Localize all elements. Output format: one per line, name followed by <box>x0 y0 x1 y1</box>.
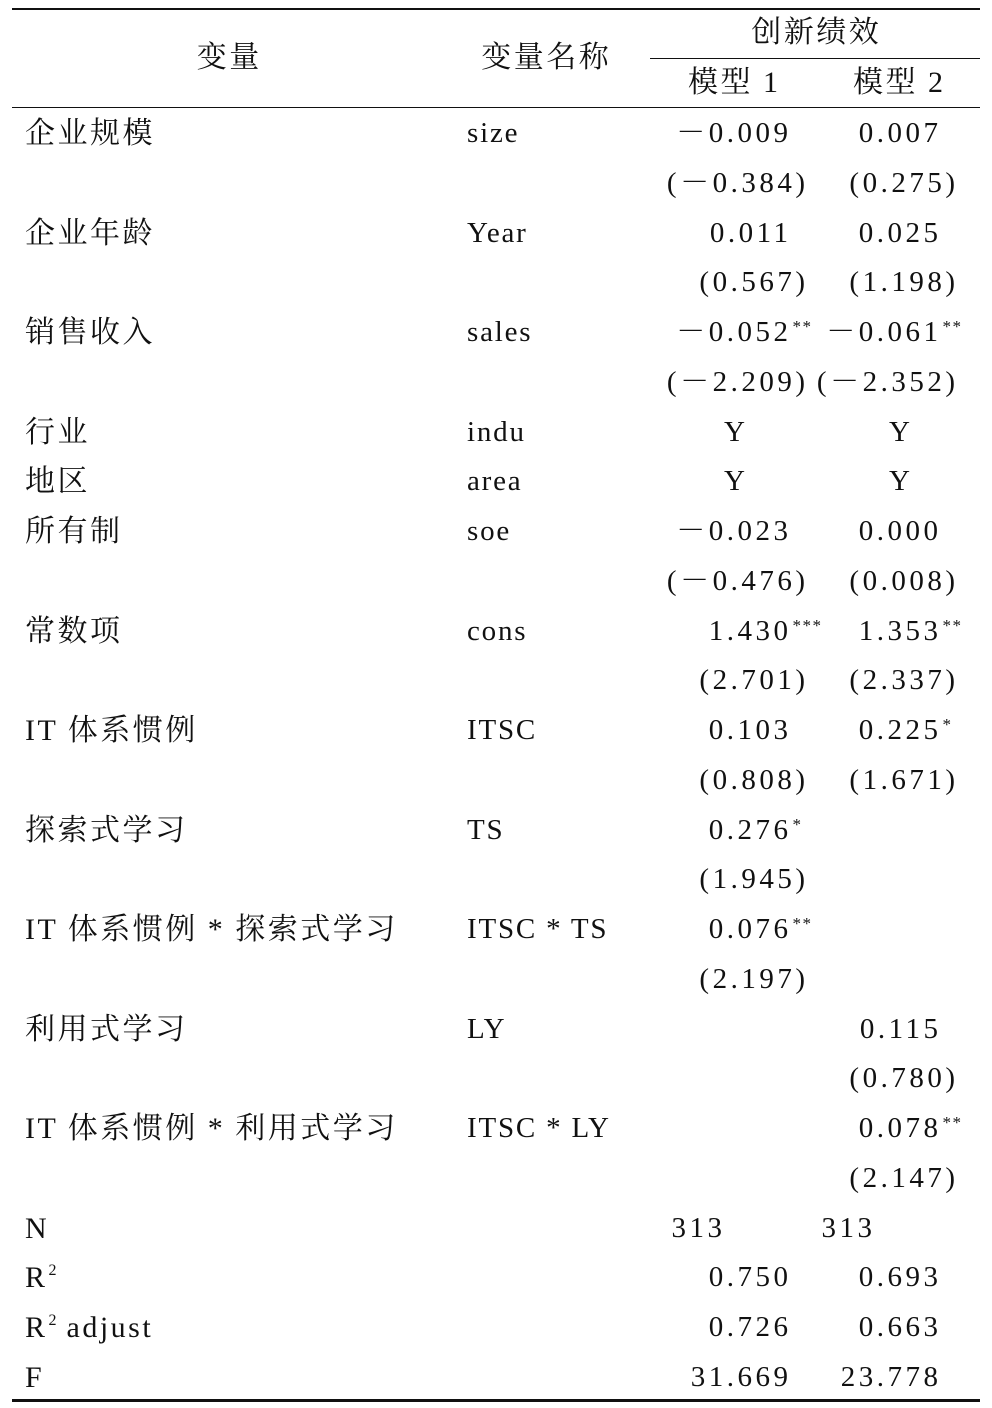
model-2-value: 1.353 <box>858 614 942 647</box>
variable-label-suffix: adjust <box>56 1311 154 1344</box>
model-1-value: 1.430 <box>708 614 792 647</box>
variable-name-cell: ITSC * LY <box>467 1112 611 1144</box>
model-1-cell <box>691 1353 792 1403</box>
model-2-cell <box>849 1154 958 1204</box>
model-1-value: 313 <box>671 1211 726 1244</box>
model-2-cell <box>889 457 913 507</box>
variable-label: 地区 <box>25 465 90 499</box>
variable-label: 销售收入 <box>25 316 155 349</box>
model-1-value: 0.011 <box>709 216 792 249</box>
variable-label: 企业规模 <box>25 117 155 150</box>
group-underline <box>650 58 980 59</box>
variable-label: F <box>25 1360 45 1394</box>
model-1-significance-stars: ** <box>792 914 813 933</box>
variable-label: 企业年龄 <box>25 216 155 250</box>
variable-cell <box>25 607 123 657</box>
model-1-value: (2.701) <box>699 664 809 697</box>
model-1-cell <box>699 855 808 905</box>
variable-name-cell: area <box>467 465 523 498</box>
table-row <box>12 1253 980 1303</box>
table-row <box>12 806 980 856</box>
variable-cell <box>25 905 398 955</box>
variable-label: R <box>25 1311 48 1344</box>
model-2-cell <box>849 1054 958 1104</box>
variable-name-cell: cons <box>467 614 528 647</box>
model-1-value: (－0.384) <box>666 166 809 199</box>
model-2-cell <box>822 1204 876 1254</box>
model-1-cell <box>724 457 748 507</box>
model-1-cell <box>676 308 813 358</box>
model-1-value: (1.945) <box>699 863 809 896</box>
model-2-value: 0.225 <box>858 714 942 746</box>
model-2-value: (－2.352) <box>816 365 959 398</box>
variable-cell <box>25 408 90 458</box>
variable-name-cell: ITSC * TS <box>467 913 609 945</box>
model-2-significance-stars: * <box>942 715 953 734</box>
table-row <box>12 1353 980 1403</box>
model-2-value: (0.008) <box>849 564 959 597</box>
model-2-cell <box>849 159 958 209</box>
variable-name-cell: soe <box>467 515 512 547</box>
model-1-value: －0.009 <box>676 117 792 149</box>
header-model-1: 模型 1 <box>688 66 781 99</box>
model-2-value: －0.061 <box>826 316 942 348</box>
header-variable: 变量 <box>196 41 262 74</box>
model-1-cell <box>672 1204 726 1254</box>
table-row <box>12 308 980 358</box>
table-row <box>12 855 980 905</box>
variable-name-cell: sales <box>467 316 533 348</box>
variable-cell <box>25 1005 188 1055</box>
model-2-value: Y <box>889 465 914 498</box>
variable-cell <box>25 1303 153 1358</box>
model-2-value: (0.780) <box>849 1062 959 1095</box>
model-2-value: (0.275) <box>849 166 959 199</box>
variable-label: 利用式学习 <box>25 1012 188 1046</box>
model-2-value: (1.198) <box>849 266 959 299</box>
top-rule <box>12 8 980 11</box>
variable-cell <box>25 1104 398 1154</box>
variable-cell <box>25 1353 44 1403</box>
variable-label: 所有制 <box>25 515 123 548</box>
model-2-cell <box>859 209 942 259</box>
table-row <box>12 905 980 955</box>
model-1-significance-stars: *** <box>792 615 823 635</box>
model-2-cell <box>849 656 958 706</box>
model-2-value: 0.078 <box>858 1112 942 1144</box>
model-2-cell <box>849 557 958 607</box>
table-row <box>12 1204 980 1254</box>
model-2-value: (2.147) <box>849 1161 959 1194</box>
model-2-value: 0.663 <box>858 1311 942 1343</box>
model-1-value: (2.197) <box>699 962 809 995</box>
variable-label: N <box>25 1211 50 1245</box>
model-2-cell <box>858 1104 963 1154</box>
table-row <box>12 1154 980 1204</box>
model-2-cell <box>849 756 958 806</box>
model-2-value: (2.337) <box>849 664 959 697</box>
model-2-value: 0.000 <box>858 515 942 547</box>
model-1-value: 0.726 <box>708 1311 792 1343</box>
model-1-cell <box>708 806 803 856</box>
table-row <box>12 457 980 507</box>
table-row <box>12 209 980 259</box>
model-2-cell <box>859 507 942 557</box>
table-row <box>12 706 980 756</box>
model-1-value: －0.023 <box>676 515 792 547</box>
table-row <box>12 557 980 607</box>
table-row <box>12 109 980 159</box>
model-1-cell <box>710 209 792 259</box>
model-1-value: 31.669 <box>690 1360 792 1393</box>
table-row <box>12 607 980 657</box>
model-2-significance-stars: ** <box>942 1113 963 1132</box>
header-model-2: 模型 2 <box>853 66 946 99</box>
model-2-significance-stars: ** <box>942 317 963 336</box>
model-1-value: (0.567) <box>699 266 809 299</box>
header-rule <box>12 107 980 108</box>
table-row <box>12 258 980 308</box>
variable-name-cell: TS <box>467 813 505 846</box>
model-2-cell <box>841 1353 942 1403</box>
model-1-cell <box>699 756 808 806</box>
model-2-cell <box>849 258 958 308</box>
model-1-cell <box>699 258 808 308</box>
model-2-cell <box>860 1005 942 1055</box>
model-1-value: (0.808) <box>699 763 809 796</box>
variable-superscript: 2 <box>48 1262 57 1280</box>
model-2-cell <box>858 706 953 756</box>
variable-label: 行业 <box>25 415 90 449</box>
variable-cell <box>25 457 90 507</box>
table-row <box>12 656 980 706</box>
model-1-value: (－2.209) <box>666 365 809 398</box>
model-1-cell <box>699 656 808 706</box>
variable-cell <box>25 706 198 756</box>
model-1-cell <box>676 507 791 557</box>
model-1-value: 0.750 <box>708 1261 792 1294</box>
variable-label: 探索式学习 <box>25 813 188 847</box>
table-row <box>12 507 980 557</box>
table-row <box>12 159 980 209</box>
table-body <box>12 109 980 1403</box>
variable-name-cell: LY <box>467 1012 507 1045</box>
table-row <box>12 408 980 458</box>
table-row <box>12 358 980 408</box>
model-2-value: 0.007 <box>858 117 942 149</box>
variable-cell <box>25 109 155 159</box>
variable-label: IT 体系惯例 * 利用式学习 <box>25 1112 398 1145</box>
variable-name-cell: Year <box>467 216 528 249</box>
model-1-significance-stars: ** <box>792 317 813 336</box>
model-2-value: 313 <box>821 1211 876 1244</box>
model-1-cell <box>724 408 748 458</box>
model-2-value: 0.025 <box>858 216 942 249</box>
table-row <box>12 1054 980 1104</box>
model-1-value: (－0.476) <box>666 564 809 597</box>
model-1-cell <box>676 109 791 159</box>
model-1-cell <box>709 1253 792 1303</box>
model-1-value: Y <box>724 415 749 448</box>
model-2-cell <box>859 1253 942 1303</box>
model-1-cell <box>667 159 809 209</box>
model-1-cell <box>708 607 823 657</box>
model-1-value: －0.052 <box>676 316 792 348</box>
table-row <box>12 1104 980 1154</box>
variable-cell <box>25 209 155 259</box>
model-1-cell <box>667 358 809 408</box>
model-1-cell <box>709 706 792 756</box>
model-2-cell <box>859 1303 942 1353</box>
model-2-cell <box>889 408 913 458</box>
model-2-value: Y <box>889 415 914 448</box>
table-row <box>12 955 980 1005</box>
variable-name-cell: indu <box>467 415 526 448</box>
variable-label: 常数项 <box>25 614 123 648</box>
variable-label: IT 体系惯例 <box>25 714 198 747</box>
model-1-value: 0.076 <box>708 913 792 945</box>
model-2-value: (1.671) <box>849 763 959 796</box>
model-1-significance-stars: * <box>792 814 803 834</box>
variable-label: IT 体系惯例 * 探索式学习 <box>25 913 398 946</box>
model-1-cell <box>709 1303 792 1353</box>
header-innovation-performance: 创新绩效 <box>751 16 882 49</box>
model-1-value: 0.276 <box>708 813 792 846</box>
table-row <box>12 756 980 806</box>
model-2-cell <box>817 358 959 408</box>
variable-cell <box>25 507 123 557</box>
model-2-cell <box>858 607 963 657</box>
table-row <box>12 1005 980 1055</box>
model-1-value: Y <box>724 465 749 498</box>
variable-cell <box>25 308 155 358</box>
variable-name-cell: ITSC <box>467 714 538 746</box>
table-row <box>12 1303 980 1353</box>
variable-cell <box>25 806 188 856</box>
variable-cell <box>25 1204 49 1254</box>
model-2-value: 0.115 <box>859 1012 942 1045</box>
model-2-cell <box>859 109 942 159</box>
model-2-value: 0.693 <box>858 1261 942 1294</box>
model-1-value: 0.103 <box>708 714 792 746</box>
model-1-cell <box>708 905 813 955</box>
variable-cell <box>25 1253 57 1308</box>
variable-name-cell: size <box>467 117 520 149</box>
variable-superscript: 2 <box>48 1312 57 1329</box>
model-2-significance-stars: ** <box>942 615 963 635</box>
variable-label: R <box>25 1261 48 1295</box>
model-2-cell <box>826 308 963 358</box>
header-variable-name: 变量名称 <box>481 41 612 74</box>
model-1-cell <box>667 557 809 607</box>
model-2-value: 23.778 <box>840 1360 942 1393</box>
model-1-cell <box>699 955 808 1005</box>
bottom-rule <box>12 1399 980 1402</box>
